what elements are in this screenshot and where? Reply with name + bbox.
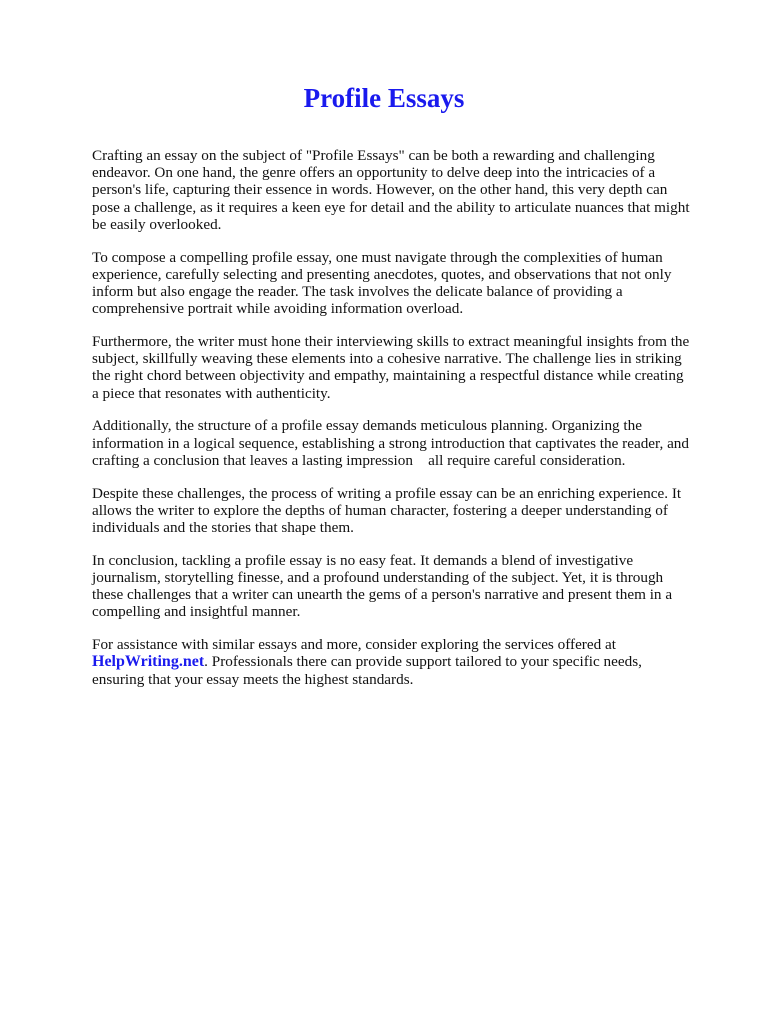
paragraph-6: In conclusion, tackling a profile essay is no easy feat. It demands a blend of investigative journalism, storytelling finesse, and a profound understanding of the subject. Yet, it is through these challenges that a writer can unearth the gems of a person's narrative and present them in a compelling and insightful manner. — [92, 551, 673, 621]
paragraph-5: Despite these challenges, the process of writing a profile essay can be an enriching experience. It allows the writer to explore the depths of human character, fostering a deeper understanding of individuals and the stories that shape them. — [92, 484, 682, 537]
helpwriting-link[interactable]: HelpWriting.net — [92, 653, 205, 671]
paragraph-4: Additionally, the structure of a profile essay demands meticulous planning. Organizing the information in a logical sequence, establishing a strong introduction that captivates the reader, and crafting a conclusion that leaves a lasting impression all require careful consideration. — [92, 417, 689, 469]
paragraph-1: Crafting an essay on the subject of "Profile Essays" can be both a rewarding and challenging endeavor. On one hand, the genre offers an opportunity to delve deep into the intricacies of a person's life, capturing their essence in words. However, on the other hand, this very depth can pose a challenge, as it requires a keen eye for detail and the ability to articulate nuances that might be easily overlooked. — [92, 147, 690, 233]
paragraph-3: Furthermore, the writer must hone their interviewing skills to extract meaningful insights from the subject, skillfully weaving these elements into a cohesive narrative. The challenge lies in striking the right chord between objectivity and empathy, maintaining a respectful distance while creating a piece that resonates with authenticity. — [92, 333, 690, 402]
essay-body — [92, 147, 692, 703]
closing-text-after-link: . Professionals there can provide support tailored to your specific needs, ensuring that your essay meets the highest standards. — [92, 653, 642, 688]
paragraph-2: To compose a compelling profile essay, one must navigate through the complexities of human experience, carefully selecting and presenting anecdotes, quotes, and observations that not only inform but also engage the reader. The task involves the delicate balance of providing a comprehensive portrait while avoiding information overload. — [92, 248, 672, 318]
page-title: Profile Essays — [303, 83, 465, 113]
closing-paragraph — [92, 636, 692, 688]
closing-text-before-link: For assistance with similar essays and more, consider exploring the services offered at — [92, 636, 616, 654]
